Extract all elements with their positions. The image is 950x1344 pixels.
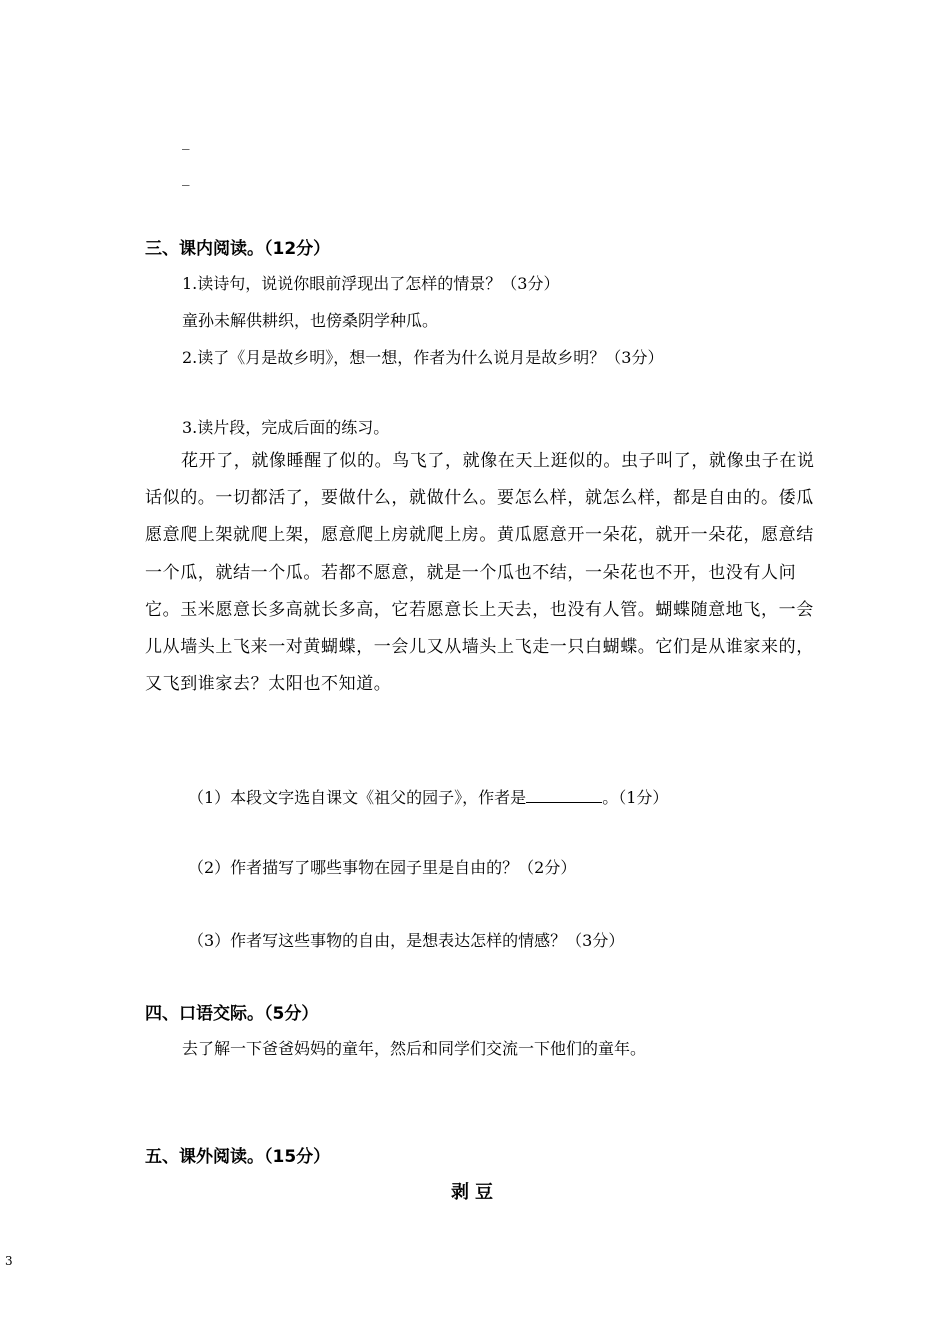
sub-question-1 [188, 785, 668, 808]
answer-line-dash: _ [182, 168, 190, 186]
sub-question-2: （2）作者描写了哪些事物在园子里是自由的？（2分） [188, 858, 577, 877]
reading-passage: 花开了，就像睡醒了似的。鸟飞了，就像在天上逛似的。虫子叫了，就像虫子在说话似的。一切都活了，要做什么，就做什么。要怎么样，就怎么样，都是自由的。倭瓜愿意爬上架就爬上架，愿意爬上房就爬上房。黄瓜愿意开一朵花，就开一朵花，愿意结一个瓜，就结一个瓜。若都不愿意，就是一个瓜也不结，一朵花也不开，也没有人问它。玉米愿意长多高就长多高，它若愿意长上天去，也没有人管。蝴蝶随意地飞，一会儿从墙头上飞来一对黄蝴蝶，一会儿又从墙头上飞走一只白蝴蝶。它们是从谁家来的，又飞到谁家去？太阳也不知道。 [145, 451, 815, 695]
question-1: 1.读诗句，说说你眼前浮现出了怎样的情景？（3分） [182, 274, 560, 293]
page-number: 3 [5, 1254, 13, 1268]
answer-line-dash: _ [182, 132, 190, 150]
section-3-heading: 三、课内阅读。（12分） [145, 239, 331, 259]
sub-question-1-score: 。（1分） [602, 788, 669, 807]
section-4-text: 去了解一下爸爸妈妈的童年，然后和同学们交流一下他们的童年。 [182, 1039, 647, 1058]
article-title: 剥豆 [451, 1182, 499, 1203]
sub-question-1-text: （1）本段文字选自课文《祖父的园子》，作者是 [188, 788, 527, 807]
question-3: 3.读片段，完成后面的练习。 [182, 418, 390, 437]
question-1-poem: 童孙未解供耕织，也傍桑阴学种瓜。 [182, 311, 439, 330]
author-answer-blank[interactable] [526, 788, 602, 803]
sub-question-3: （3）作者写这些事物的自由，是想表达怎样的情感？（3分） [188, 931, 625, 950]
section-5-heading: 五、课外阅读。（15分） [145, 1147, 331, 1167]
question-2: 2.读了《月是故乡明》，想一想，作者为什么说月是故乡明？（3分） [182, 348, 664, 367]
section-4-heading: 四、口语交际。（5分） [145, 1004, 319, 1024]
